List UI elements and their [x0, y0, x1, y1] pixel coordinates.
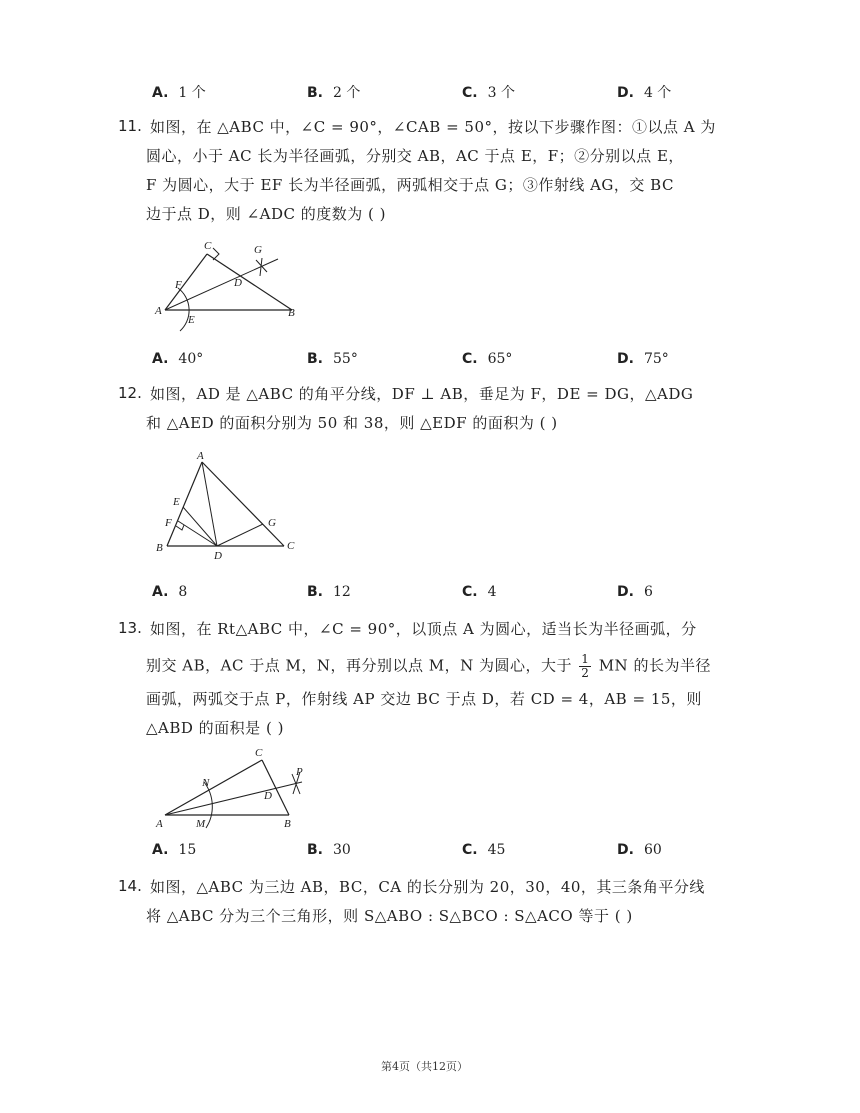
question-text-line: 别交 AB，AC 于点 M，N，再分别以点 M，N 为圆心，大于 $\frac{1}{2}$ MN 的长为半径: [146, 652, 711, 680]
q10-option-d: D. 4 个: [617, 85, 672, 101]
q13-label-d: D: [264, 790, 272, 802]
question-number: 14.: [118, 877, 142, 895]
q12-label-a: A: [197, 450, 204, 462]
q11-option-d: D. 75°: [617, 351, 669, 367]
q13-label-p: P: [296, 766, 303, 778]
q13-label-m: M: [196, 818, 206, 830]
q10-option-c: C. 3 个: [462, 85, 515, 101]
q12-label-g: G: [268, 517, 276, 529]
q11-option-b: B. 55°: [307, 351, 358, 367]
q12-label-c: C: [287, 540, 295, 552]
q13-label-n: N: [202, 777, 210, 789]
question-text-line: 如图，AD 是 △ABC 的角平分线，DF ⊥ AB，垂足为 F，DE = DG，△ADG: [150, 385, 694, 403]
q13-option-b: B. 30: [307, 842, 351, 858]
q12-option-b: B. 12: [307, 584, 351, 600]
question-number: 12.: [118, 384, 142, 402]
q13-label-b: B: [284, 818, 291, 830]
q12-option-c: C. 4: [462, 584, 497, 600]
page-footer: 第4页（共12页）: [381, 1060, 468, 1073]
q12-label-d: D: [214, 550, 222, 562]
question-text-line: 边于点 D，则 ∠ADC 的度数为 ( ): [146, 205, 386, 223]
question-text-line: 如图，△ABC 为三边 AB，BC，CA 的长分别为 20，30，40，其三条角平分线: [150, 878, 705, 896]
q11-option-c: C. 65°: [462, 351, 513, 367]
q12-option-d: D. 6: [617, 584, 653, 600]
q13-label-a: A: [156, 818, 163, 830]
question-text-line: 画弧，两弧交于点 P，作射线 AP 交边 BC 于点 D，若 CD = 4，AB = 15，则: [146, 690, 702, 708]
q11-label-b: B: [288, 307, 295, 319]
question-text-line: F 为圆心，大于 EF 长为半径画弧，两弧相交于点 G；③作射线 AG，交 BC: [146, 176, 674, 194]
question-text-line: △ABD 的面积是 ( ): [146, 719, 284, 737]
q13-figure: [150, 744, 310, 834]
question-text-line: 圆心，小于 AC 长为半径画弧，分别交 AB，AC 于点 E，F；②分别以点 E，: [146, 147, 684, 165]
q11-label-f: F: [175, 279, 182, 291]
q13-label-c: C: [255, 747, 263, 759]
question-text-line: 如图，在 △ABC 中，∠C = 90°，∠CAB = 50°，按以下步骤作图：①以点 A 为: [150, 118, 716, 136]
question-text-line: 和 △AED 的面积分别为 50 和 38，则 △EDF 的面积为 ( ): [146, 414, 558, 432]
q11-label-a: A: [155, 305, 162, 317]
q11-label-c: C: [204, 240, 212, 252]
q11-label-d: D: [234, 277, 242, 289]
question-number: 11.: [118, 117, 142, 135]
q13-option-c: C. 45: [462, 842, 506, 858]
question-number: 13.: [118, 619, 142, 637]
q12-label-e: E: [173, 496, 180, 508]
q10-option-b: B. 2 个: [307, 85, 361, 101]
q13-option-a: A. 15: [152, 842, 197, 858]
q11-figure: [150, 238, 295, 338]
fraction: $\frac{1}{2}$: [581, 652, 590, 680]
q12-option-a: A. 8: [152, 584, 188, 600]
question-text-line: 如图，在 Rt△ABC 中，∠C = 90°，以顶点 A 为圆心，适当长为半径画弧，分: [150, 620, 697, 638]
q11-option-a: A. 40°: [152, 351, 204, 367]
q10-option-a: A. 1 个: [152, 85, 206, 101]
q11-label-e: E: [188, 314, 195, 326]
q12-figure: [150, 450, 300, 560]
q13-option-d: D. 60: [617, 842, 662, 858]
question-text-line: 将 △ABC 分为三个三角形，则 S△ABO : S△BCO : S△ACO 等于 ( ): [146, 907, 633, 925]
q12-label-b: B: [156, 542, 163, 554]
q12-label-f: F: [165, 517, 172, 529]
q11-label-g: G: [254, 244, 262, 256]
